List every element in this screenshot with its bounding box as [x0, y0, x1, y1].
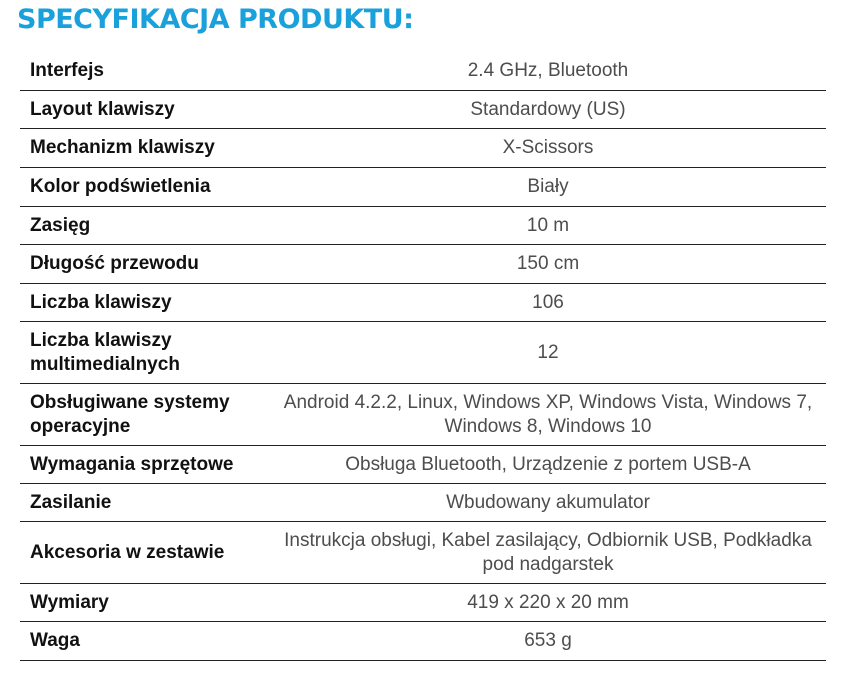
table-row [20, 244, 826, 283]
spec-value: 419 x 220 x 20 mm [467, 591, 629, 613]
spec-label: Mechanizm klawiszy [30, 137, 215, 158]
table-row [20, 383, 826, 445]
spec-label: Interfejs [30, 60, 104, 82]
table-row [20, 521, 826, 583]
spec-label: Liczba klawiszy multimedialnych [30, 329, 180, 375]
spec-label: Zasięg [30, 214, 91, 236]
table-row [20, 52, 826, 90]
table-row [20, 483, 826, 521]
spec-value: 10 m [526, 214, 570, 236]
spec-value: X-Scissors [502, 137, 594, 158]
table-row [20, 621, 826, 660]
spec-value: 150 cm [516, 253, 580, 274]
spec-label: Długość przewodu [30, 253, 199, 274]
spec-label: Zasilanie [30, 491, 112, 513]
spec-value: Instrukcja obsługi, Kabel zasilający, Odbiornik USB, Podkładka pod nadgarstek [284, 529, 812, 575]
spec-value: Biały [527, 176, 569, 197]
spec-label: Wymiary [30, 591, 109, 613]
spec-label: Kolor podświetlenia [30, 176, 211, 197]
spec-value: 653 g [524, 630, 572, 651]
table-row [20, 90, 826, 128]
spec-label: Layout klawiszy [30, 98, 175, 120]
table-row [20, 128, 826, 167]
page-title: SPECYFIKACJA PRODUKTU: [17, 4, 414, 35]
table-row [20, 167, 826, 206]
spec-label: Akcesoria w zestawie [30, 541, 225, 563]
spec-value: Standardowy (US) [470, 98, 626, 120]
table-row [20, 445, 826, 483]
spec-label: Obsługiwane systemy operacyjne [30, 391, 230, 437]
spec-label: Liczba klawiszy [30, 291, 172, 313]
spec-value: 2.4 GHz, Bluetooth [467, 60, 629, 82]
table-row [20, 283, 826, 321]
spec-label: Wymagania sprzętowe [30, 453, 234, 475]
spec-table [20, 52, 826, 661]
table-row [20, 206, 826, 244]
table-row [20, 583, 826, 621]
spec-value: 12 [537, 341, 559, 363]
spec-value: Android 4.2.2, Linux, Windows XP, Windows Vista, Windows 7, Windows 8, Windows 10 [283, 391, 813, 437]
spec-label: Waga [30, 630, 80, 651]
spec-value: Obsługa Bluetooth, Urządzenie z portem USB-A [345, 453, 751, 475]
spec-value: 106 [532, 291, 564, 313]
table-row [20, 321, 826, 383]
spec-value: Wbudowany akumulator [446, 491, 650, 513]
